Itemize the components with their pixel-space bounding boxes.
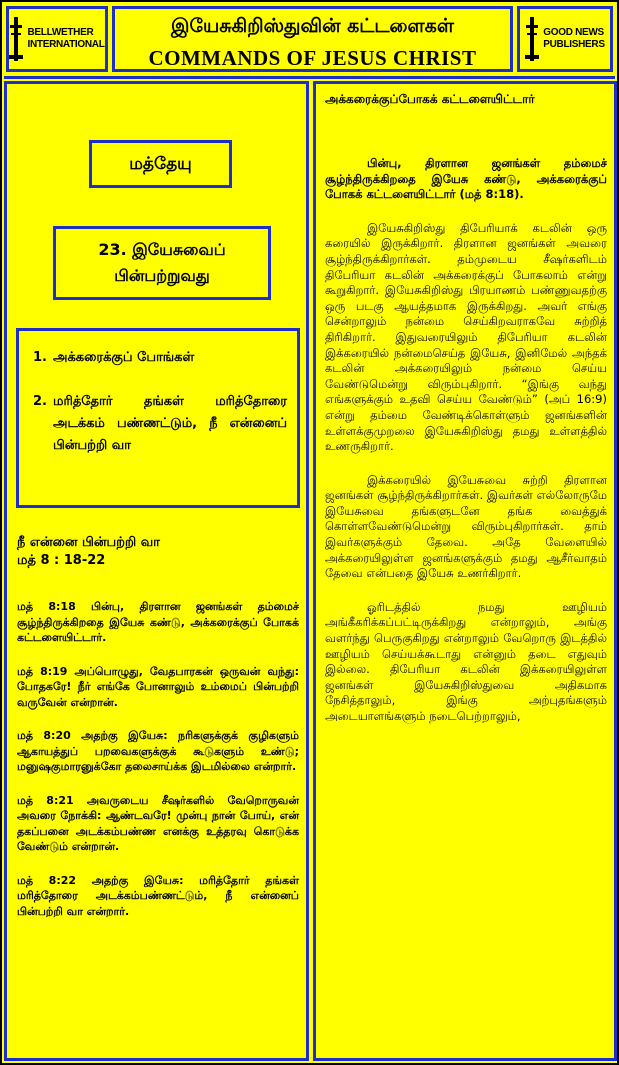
- toc-item: [33, 391, 287, 457]
- left-column: [4, 81, 309, 1061]
- right-logo-line-1: GOOD NEWS: [543, 27, 604, 38]
- title-tamil: இயேசுகிறிஸ்துவின் கட்டளைகள்: [171, 15, 454, 37]
- verse: மத் 8:22 அதற்கு இயேசு: மரித்தோர் தங்கள் மரித்தோரை அடக்கம்பண்ணட்டும், நீ என்னைப் பின்பற்றி வா என்றார்.: [17, 873, 299, 918]
- reference-title: நீ என்னை பின்பற்றி வா: [17, 535, 160, 550]
- right-logo-line-2: PUBLISHERS: [543, 39, 605, 50]
- toc-item-number: 2.: [33, 394, 47, 409]
- toc-item: [33, 347, 287, 369]
- bellwether-logo: [6, 6, 108, 72]
- commentary: [325, 156, 607, 743]
- reference-range: மத் 8 : 18-22: [17, 553, 106, 568]
- verse-list: [17, 599, 299, 937]
- verse: மத் 8:19 அப்பொழுது, வேதபாரகன் ஒருவன் வந்து: போதகரே! நீர் எங்கே போனாலும் உம்மைப் பின்பற்றி வருவேன் என்றான்.: [17, 664, 299, 709]
- chapter-title-line-1: 23. இயேசுவைப்: [98, 240, 226, 259]
- figure-logo-icon: [525, 17, 539, 61]
- good-news-logo: [517, 6, 613, 72]
- verse: மத் 8:18 பின்பு, திரளான ஜனங்கள் தம்மைச் சூழ்ந்திருக்கிறதை இயேசு கண்டு, அக்கரைக்குப் போகக் கட்டளையிட்டார்.: [17, 600, 299, 644]
- paragraph: இயேசுகிறிஸ்து திபேரியாக் கடலின் ஒரு கரையில் இருக்கிறார். திரளான ஜனங்கள் அவரை சூழ்ந்திருக்கிறார்கள். தம்முடைய சீஷர்களிடம் திபேரியா கடலின் அக்கரைக்குப் போகலாம் என்று கூறுகிறார். இயேசுகிறிஸ்து பிரயாணம் பண்ணுவதற்கு ஒரு படகு ஆயத்தமாக இருக்கிறது. அவர் எங்கு சென்றாலும் நன்மை செய்கிறவராகவே சுற்றித் திரிகிறார். இதுவரையிலும் திபேரியா கடலின் இக்கரையில் நன்மைசெய்த இயேசு, இனிமேல் அந்தக் கடலின் அக்கரையிலும் நன்மை செய்ய வேண்டுமென்று விரும்புகிறார். “இங்கு வந்து எங்களுக்கும் உதவி செய்ய வேண்டும்” (அப் 16:9) என்று தம்மை வேண்டிக்கொள்ளும் ஜனங்களின் உள்ளக்குமுறலை இயேசுகிறிஸ்து தமது உள்ளத்தில் உணருகிறார்.: [325, 220, 607, 454]
- header: [4, 4, 615, 79]
- scripture-reference: [17, 534, 297, 570]
- verse: மத் 8:20 அதற்கு இயேசு: நரிகளுக்குக் குழிகளும் ஆகாயத்துப் பறவைகளுக்குக் கூடுகளும் உண்டு; மனுஷகுமாரனுக்கோ தலைசாய்க்க இடமில்லை என்றார்.: [17, 729, 299, 773]
- section-title: அக்கரைக்குப்போகக் கட்டளையிட்டார்: [325, 92, 535, 106]
- left-logo-line-2: INTERNATIONAL: [27, 39, 105, 50]
- book-title: மத்தேயு: [89, 140, 232, 188]
- right-column: [313, 81, 617, 1061]
- verse: மத் 8:21 அவருடைய சீஷர்களில் வேறொருவன் அவரை நோக்கி: ஆண்டவரே! முன்பு நான் போய், என் தகப்பனை அடக்கம்பண்ண எனக்கு உத்தரவு கொடுக்க வேண்டும் என்றான்.: [17, 793, 299, 853]
- toc-item-text: அக்கரைக்குப் போங்கள்: [53, 350, 195, 365]
- chapter-title-line-2: பின்பற்றுவது: [114, 266, 210, 285]
- paragraph: இக்கரையில் இயேசுவை சுற்றி திரளான ஜனங்கள் சூழ்ந்திருக்கிறார்கள். இவர்கள் எல்லோருமே இயேசுவை தங்களுடனே தங்க வைத்துக் கொள்ளவேண்டுமென்று விரும்புகிறார்கள். தாம் இவர்களுக்கும் தேவை. அதே வேளையில் அக்கரையிலுள்ள ஜனங்களுக்கும் தமது ஆசீர்வாதம் தேவை என்பதை இயேசு உணர்கிறார்.: [325, 472, 607, 581]
- toc-item-number: 1.: [33, 350, 47, 365]
- paragraph: ஓரிடத்தில் நமது ஊழியம் அங்கீகரிக்கப்பட்டிருக்கிறது என்றாலும், அங்கு வளர்ந்து பெருகுகிறது என்றாலும் வேறொரு இடத்தில் ஊழியம் செய்யக்கூடாது என்னும் தடை எதுவும் இல்லை. திபேரியா கடலின் இக்கரையிலுள்ள ஜனங்கள் இயேசுகிறிஸ்துவை அதிகமாக நேசித்தாலும், இங்கு அற்புதங்களும் அடையாளங்களும் நடைபெற்றாலும்,: [325, 599, 607, 723]
- left-logo-line-1: BELLWETHER: [27, 27, 94, 38]
- title-box: [112, 6, 513, 72]
- table-of-contents: [16, 328, 300, 508]
- title-english: COMMANDS OF JESUS CHRIST: [148, 46, 477, 70]
- lead-paragraph: பின்பு, திரளான ஜனங்கள் தம்மைச் சூழ்ந்திருக்கிறதை இயேசு கண்டு, அக்கரைக்குப் போகக் கட்டளையிட்டார் (மத் 8:18).: [325, 156, 607, 202]
- chapter-title: [53, 226, 271, 300]
- figure-logo-icon: [9, 17, 23, 61]
- toc-item-text: மரித்தோர் தங்கள் மரித்தோரை அடக்கம் பண்ணட்டும், நீ என்னைப் பின்பற்றி வா: [53, 394, 287, 453]
